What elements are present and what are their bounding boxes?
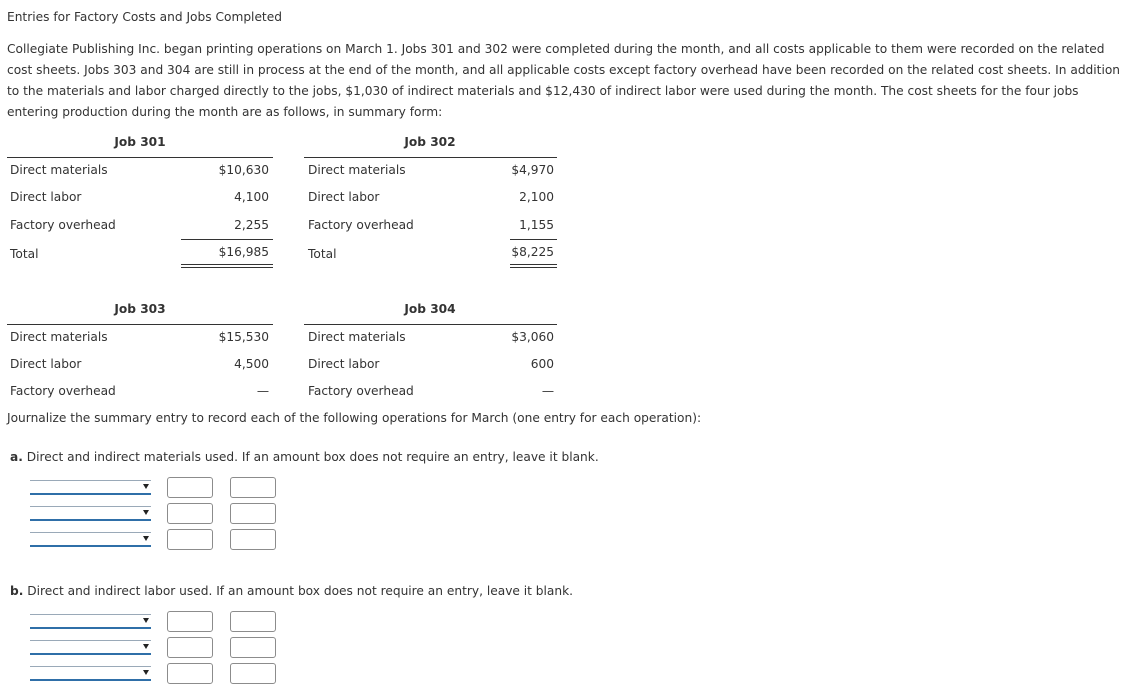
job-303-top-rule bbox=[7, 324, 273, 325]
job-301-factory-overhead-label: Factory overhead bbox=[10, 218, 116, 232]
part-b-debit-input-3[interactable] bbox=[167, 663, 213, 684]
part-b-letter: b. bbox=[10, 584, 24, 598]
chevron-down-icon bbox=[143, 536, 149, 541]
part-a-debit-input-1[interactable] bbox=[167, 477, 213, 498]
part-a-letter: a. bbox=[10, 450, 23, 464]
part-b-debit-input-2[interactable] bbox=[167, 637, 213, 658]
part-b-account-select-3[interactable] bbox=[30, 664, 151, 681]
job-302-factory-overhead-label: Factory overhead bbox=[308, 218, 414, 232]
part-b-debit-input-1[interactable] bbox=[167, 611, 213, 632]
part-b-question bbox=[10, 584, 573, 598]
job-301-total-label: Total bbox=[10, 247, 39, 261]
job-303-direct-labor-label: Direct labor bbox=[10, 357, 82, 371]
job-301-direct-labor-label: Direct labor bbox=[10, 190, 82, 204]
job-301-direct-labor-value: 4,100 bbox=[234, 190, 269, 204]
job-302-direct-materials-value: $4,970 bbox=[511, 163, 554, 177]
job-304-direct-labor-label: Direct labor bbox=[308, 357, 380, 371]
journal-instruction: Journalize the summary entry to record each of the following operations for March (one entry for each operation): bbox=[7, 411, 702, 425]
part-a-account-select-2[interactable] bbox=[30, 504, 151, 521]
job-303-direct-materials-value: $15,530 bbox=[218, 330, 269, 344]
part-a-account-select-3[interactable] bbox=[30, 530, 151, 547]
job-301-direct-materials-label: Direct materials bbox=[10, 163, 108, 177]
part-b-credit-input-1[interactable] bbox=[230, 611, 276, 632]
part-a-question bbox=[10, 450, 599, 464]
chevron-down-icon bbox=[143, 618, 149, 623]
job-301-total-value: $16,985 bbox=[218, 245, 269, 259]
job-302-total-double-rule bbox=[510, 267, 557, 268]
job-301-total-rule bbox=[181, 264, 273, 265]
job-303-heading: Job 303 bbox=[114, 302, 166, 316]
job-304-top-rule bbox=[304, 324, 557, 325]
chevron-down-icon bbox=[143, 670, 149, 675]
part-b-text: Direct and indirect labor used. If an amount box does not require an entry, leave it blank. bbox=[27, 584, 574, 598]
job-301-subtotal-rule bbox=[181, 239, 273, 240]
job-302-heading: Job 302 bbox=[404, 135, 456, 149]
job-304-direct-materials-label: Direct materials bbox=[308, 330, 406, 344]
page-title: Entries for Factory Costs and Jobs Completed bbox=[7, 10, 282, 24]
job-303-direct-labor-value: 4,500 bbox=[234, 357, 269, 371]
part-a-account-select-1[interactable] bbox=[30, 478, 151, 495]
chevron-down-icon bbox=[143, 510, 149, 515]
problem-description: Collegiate Publishing Inc. began printing operations on March 1. Jobs 301 and 302 were completed during the month, and all costs applicable to them were recorded on the related cost sheets. Jobs 303 and 304 are still in process at the end of the month, and all applicable costs except factory overhead have been recorded on the related cost sheets. In addition to the materials and labor charged directly to the jobs, $1,030 of indirect materials and $12,430 of indirect labor were used during the month. The cost sheets for the four jobs entering production during the month are as follows, in summary form: bbox=[7, 42, 1121, 119]
job-302-top-rule bbox=[304, 157, 557, 158]
job-302-direct-labor-value: 2,100 bbox=[519, 190, 554, 204]
job-302-total-value: $8,225 bbox=[511, 245, 554, 259]
job-301-heading: Job 301 bbox=[114, 135, 166, 149]
part-a-debit-input-3[interactable] bbox=[167, 529, 213, 550]
job-304-heading: Job 304 bbox=[404, 302, 456, 316]
job-304-direct-labor-value: 600 bbox=[530, 357, 554, 371]
part-b-credit-input-2[interactable] bbox=[230, 637, 276, 658]
job-304-factory-overhead-value: — bbox=[541, 384, 554, 398]
chevron-down-icon bbox=[143, 644, 149, 649]
job-303-factory-overhead-label: Factory overhead bbox=[10, 384, 116, 398]
job-301-top-rule bbox=[7, 157, 273, 158]
job-303-factory-overhead-value: — bbox=[256, 384, 269, 398]
chevron-down-icon bbox=[143, 484, 149, 489]
job-301-direct-materials-value: $10,630 bbox=[218, 163, 269, 177]
job-304-factory-overhead-label: Factory overhead bbox=[308, 384, 414, 398]
job-301-total-double-rule bbox=[181, 267, 273, 268]
part-a-credit-input-3[interactable] bbox=[230, 529, 276, 550]
job-302-direct-labor-label: Direct labor bbox=[308, 190, 380, 204]
job-304-direct-materials-value: $3,060 bbox=[511, 330, 554, 344]
job-302-total-rule bbox=[510, 264, 557, 265]
part-a-debit-input-2[interactable] bbox=[167, 503, 213, 524]
part-a-credit-input-1[interactable] bbox=[230, 477, 276, 498]
part-a-credit-input-2[interactable] bbox=[230, 503, 276, 524]
job-302-factory-overhead-value: 1,155 bbox=[519, 218, 554, 232]
job-302-total-label: Total bbox=[308, 247, 337, 261]
job-302-direct-materials-label: Direct materials bbox=[308, 163, 406, 177]
part-b-credit-input-3[interactable] bbox=[230, 663, 276, 684]
part-b-account-select-1[interactable] bbox=[30, 612, 151, 629]
part-a-text: Direct and indirect materials used. If an amount box does not require an entry, leave it blank. bbox=[26, 450, 599, 464]
job-303-direct-materials-label: Direct materials bbox=[10, 330, 108, 344]
part-b-account-select-2[interactable] bbox=[30, 638, 151, 655]
job-302-subtotal-rule bbox=[510, 239, 557, 240]
job-301-factory-overhead-value: 2,255 bbox=[234, 218, 269, 232]
